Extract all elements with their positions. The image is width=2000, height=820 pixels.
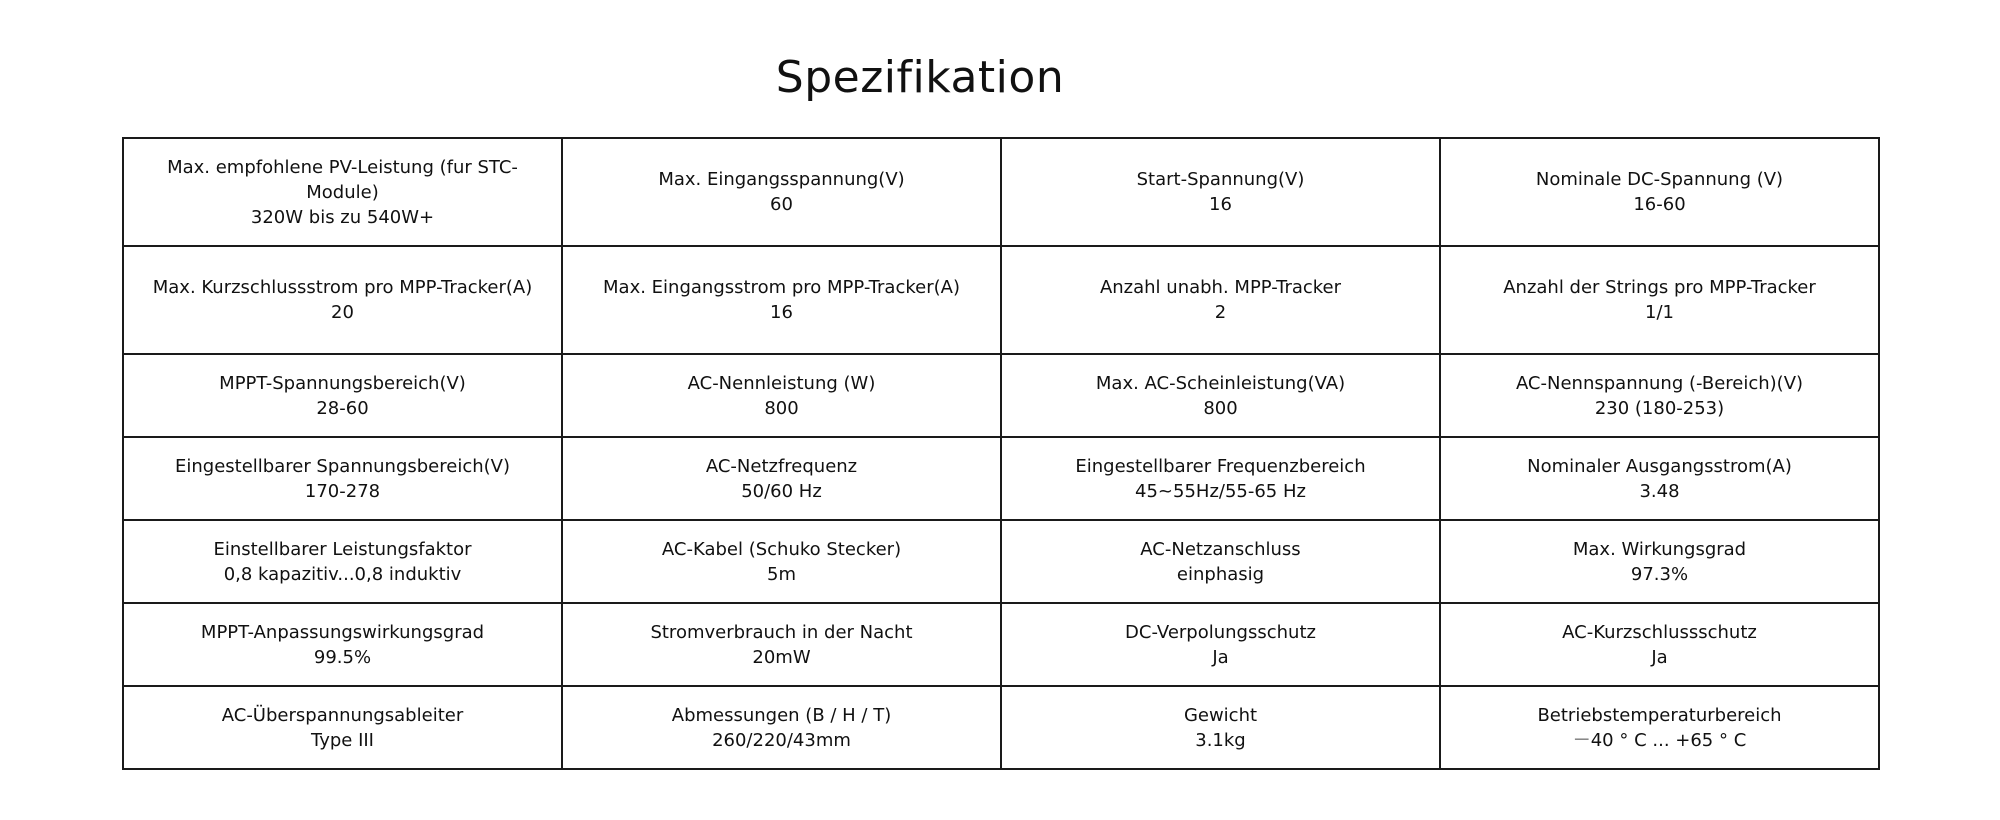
spec-label: AC-Nennspannung (-Bereich)(V) (1515, 372, 1804, 394)
spec-cell-max-input-current (562, 246, 1001, 354)
spec-label: Einstellbarer Leistungsfaktor (213, 538, 472, 560)
spec-label: AC-Netzanschluss (1140, 538, 1301, 560)
spec-label: Eingestellbarer Spannungsbereich(V) (174, 455, 510, 477)
spec-label: MPPT-Spannungsbereich(V) (219, 372, 466, 394)
spec-value: 20mW (752, 646, 811, 668)
spec-cell-surge-arrester (123, 686, 562, 769)
spec-cell-ac-rated-voltage (1440, 354, 1879, 437)
spec-label: AC-Überspannungsableiter (221, 704, 464, 726)
spec-cell-start-voltage (1001, 138, 1440, 246)
spec-row (123, 686, 1879, 769)
spec-cell-strings-per-tracker (1440, 246, 1879, 354)
spec-cell-mppt-voltage-range (123, 354, 562, 437)
spec-value: Ja (1651, 646, 1668, 668)
spec-value: 3.48 (1639, 480, 1680, 502)
spec-label: Nominale DC-Spannung (V) (1535, 169, 1784, 190)
spec-value: 60 (770, 194, 793, 215)
spec-cell-adjustable-voltage-range (123, 437, 562, 520)
spec-cell-dimensions (562, 686, 1001, 769)
spec-cell-max-short-circuit-current (123, 246, 562, 354)
spec-value: 800 (1203, 397, 1238, 419)
spec-value: 3.1kg (1195, 729, 1246, 751)
spec-cell-ac-rated-power (562, 354, 1001, 437)
spec-value: 97.3% (1630, 563, 1689, 585)
spec-value: 28-60 (316, 397, 369, 419)
spec-value: 1/1 (1645, 302, 1674, 323)
spec-cell-max-input-voltage (562, 138, 1001, 246)
spec-cell-operating-temperature (1440, 686, 1879, 769)
spec-value: 50/60 Hz (741, 480, 822, 502)
spec-row (123, 138, 1879, 246)
spec-value: 170-278 (304, 480, 381, 502)
spec-value: 5m (767, 563, 796, 585)
spec-label: AC-Kabel (Schuko Stecker) (661, 538, 902, 560)
spec-label: Stromverbrauch in der Nacht (650, 621, 913, 643)
spec-label: Max. empfohlene PV-Leistung (fur STC-Module) (167, 156, 518, 203)
spec-cell-ac-grid-frequency (562, 437, 1001, 520)
spec-label: Gewicht (1183, 704, 1258, 726)
spec-label: AC-Kurzschlussschutz (1562, 621, 1757, 643)
spec-cell-power-factor (123, 520, 562, 603)
spec-table (122, 137, 1880, 770)
spec-label: Start-Spannung(V) (1136, 169, 1305, 190)
spec-value: 260/220/43mm (712, 729, 851, 751)
spec-row (123, 520, 1879, 603)
spec-label: Betriebstemperaturbereich (1537, 704, 1782, 726)
spec-value: －40 ° C ... +65 ° C (1572, 729, 1747, 751)
spec-row (123, 354, 1879, 437)
spec-cell-night-consumption (562, 603, 1001, 686)
spec-value: 320W bis zu 540W+ (250, 206, 435, 228)
spec-cell-dc-reverse-polarity (1001, 603, 1440, 686)
spec-cell-adjustable-frequency-range (1001, 437, 1440, 520)
spec-value: 16 (770, 302, 793, 323)
spec-cell-nominal-output-current (1440, 437, 1879, 520)
spec-cell-ac-grid-connection (1001, 520, 1440, 603)
spec-label: DC-Verpolungsschutz (1125, 621, 1316, 643)
spec-value: 20 (331, 302, 354, 323)
spec-label: Nominaler Ausgangsstrom(A) (1527, 455, 1792, 477)
spec-cell-max-efficiency (1440, 520, 1879, 603)
spec-value: 800 (764, 397, 799, 419)
spec-value: 16 (1209, 194, 1232, 215)
spec-cell-ac-short-circuit-protection (1440, 603, 1879, 686)
spec-value: 230 (180-253) (1594, 397, 1725, 419)
page-title: Spezifikation (775, 52, 1065, 103)
spec-cell-max-ac-apparent-power (1001, 354, 1440, 437)
spec-value: 16-60 (1633, 194, 1686, 215)
spec-value: 45~55Hz/55-65 Hz (1135, 480, 1306, 502)
spec-label: Anzahl unabh. MPP-Tracker (1099, 277, 1342, 298)
spec-value: 0,8 kapazitiv...0,8 induktiv (223, 563, 462, 585)
spec-label: Max. Kurzschlussstrom pro MPP-Tracker(A) (152, 277, 533, 298)
spec-value: 99.5% (313, 646, 372, 668)
spec-label: Max. Eingangsspannung(V) (658, 169, 905, 190)
spec-cell-max-pv-power (123, 138, 562, 246)
spec-cell-nominal-dc-voltage (1440, 138, 1879, 246)
spec-label: AC-Nennleistung (W) (687, 372, 876, 394)
spec-value: einphasig (1176, 563, 1265, 585)
spec-label: Max. Eingangsstrom pro MPP-Tracker(A) (603, 277, 960, 298)
spec-cell-mpp-tracker-count (1001, 246, 1440, 354)
spec-cell-weight (1001, 686, 1440, 769)
spec-label: Abmessungen (B / H / T) (671, 704, 892, 726)
spec-value: Type III (311, 729, 374, 751)
spec-value: 2 (1214, 302, 1227, 323)
spec-label: AC-Netzfrequenz (705, 455, 858, 477)
spec-row (123, 246, 1879, 354)
spec-row (123, 437, 1879, 520)
spec-value: Ja (1212, 646, 1229, 668)
spec-label: Max. AC-Scheinleistung(VA) (1095, 372, 1346, 394)
spec-label: Anzahl der Strings pro MPP-Tracker (1503, 277, 1816, 298)
spec-label: Eingestellbarer Frequenzbereich (1075, 455, 1366, 477)
spec-label: MPPT-Anpassungswirkungsgrad (200, 621, 485, 643)
spec-cell-ac-cable (562, 520, 1001, 603)
spec-row (123, 603, 1879, 686)
spec-cell-mppt-efficiency (123, 603, 562, 686)
spec-label: Max. Wirkungsgrad (1572, 538, 1747, 560)
